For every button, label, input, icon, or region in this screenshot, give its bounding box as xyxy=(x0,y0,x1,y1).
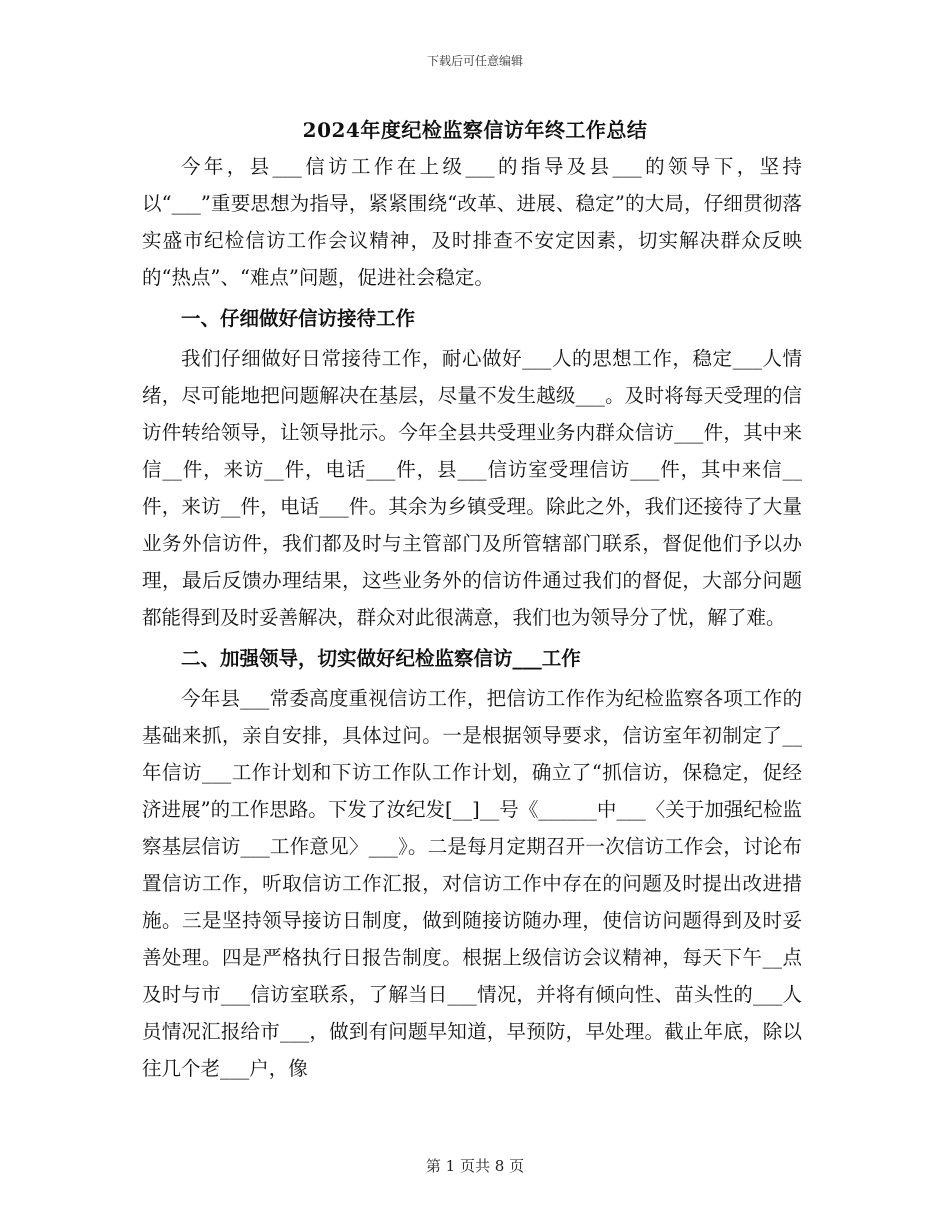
section-2-paragraph: 今年县___常委高度重视信访工作，把信访工作作为纪检监察各项工作的基础来抓，亲自安排，具体过问。一是根据领导要求，信访室年初制定了__年信访___工作计划和下访工作队工作计划，确立了“抓信访，保稳定，促经济进展”的工作思路。下发了汝纪发[__]__号《______中___〈关于加强纪检监察基层信访___工作意见〉___》。二是每月定期召开一次信访工作会，讨论布置信访工作，听取信访工作汇报，对信访工作中存在的问题及时提出改进措施。三是坚持领导接访日制度，做到随接访随办理，使信访问题得到及时妥善处理。四是严格执行日报告制度。根据上级信访会议精神，每天下午__点及时与市___信访室联系，了解当日___情况，并将有倾向性、苗头性的___人员情况汇报给市___，做到有问题早知道，早预防，早处理。截止年底，除以往几个老___户，像 xyxy=(142,687,802,1080)
section-1-heading: 一、仔细做好信访接待工作 xyxy=(181,307,416,330)
page-footer: 第 1 页共 8 页 xyxy=(425,1157,525,1175)
page-header: 下载后可任意编辑 xyxy=(426,54,523,68)
section-1-paragraph: 我们仔细做好日常接待工作，耐心做好___人的思想工作，稳定___人情绪，尽可能地把问题解决在基层，尽量不发生越级___。及时将每天受理的信访件转给领导，让领导批示。今年全县共受理业务内群众信访___件，其中来信__件，来访__件，电话___件，县___信访室受理信访___件，其中来信__件，来访__件，电话___件。其余为乡镇受理。除此之外，我们还接待了大量业务外信访件，我们都及时与主管部门及所管辖部门联系，督促他们予以办理，最后反馈办理结果，这些业务外的信访件通过我们的督促，大部分问题都能得到及时妥善解决，群众对此很满意，我们也为领导分了忧，解了难。 xyxy=(142,347,802,629)
section-2-heading: 二、加强领导，切实做好纪检监察信访___工作 xyxy=(181,647,581,670)
document-title: 2024年度纪检监察信访年终工作总结 xyxy=(302,118,648,142)
intro-paragraph: 今年，县___信访工作在上级___的指导及县___的领导下，坚持以“___”重要思想为指导，紧紧围绕“改革、进展、稳定”的大局，仔细贯彻落实盛市纪检信访工作会议精神，及时排查不安定因素，切实解决群众反映的“热点”、“难点”问题，促进社会稳定。 xyxy=(142,155,802,289)
document-body xyxy=(142,148,802,1087)
